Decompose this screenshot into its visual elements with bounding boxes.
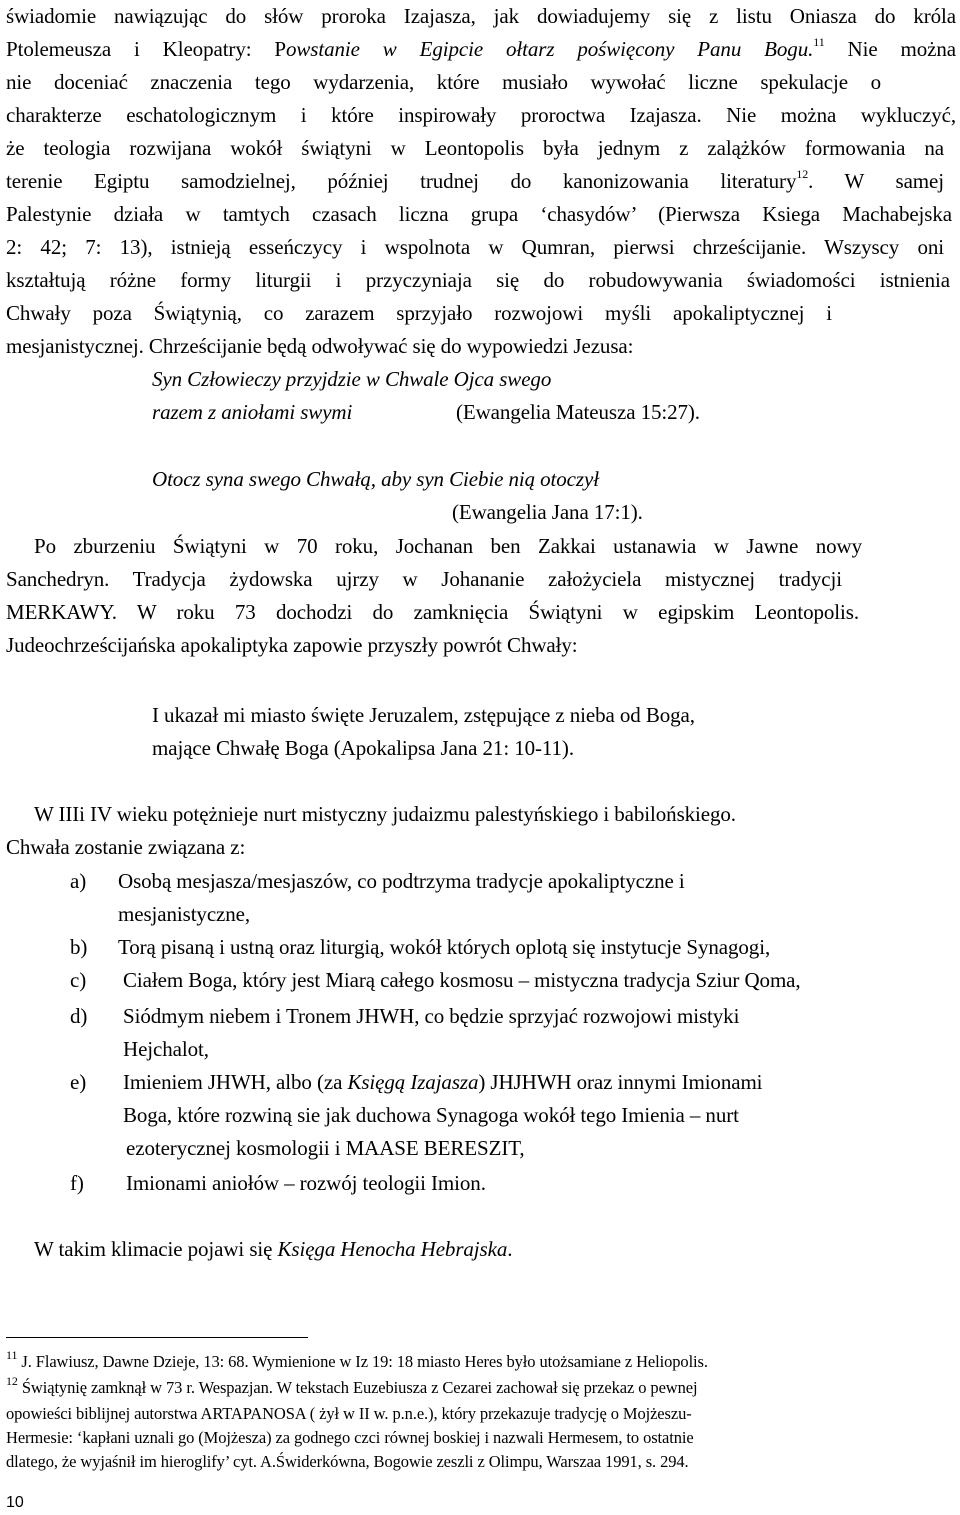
body-line: Chwały poza Świątynią, co zarazem sprzyjało rozwojowi myśli apokaliptycznej i <box>6 301 832 325</box>
list-text: Imieniem JHWH, albo (za <box>123 1070 348 1094</box>
list-item-a: Osobą mesjasza/mesjaszów, co podtrzyma tradycje apokaliptyczne i <box>118 869 685 893</box>
list-label-d: d) <box>70 1004 88 1028</box>
footnote-text: Świątynię zamknął w 73 r. Wespazjan. W tekstach Euzebiusza z Cezarei zachował się przekaz o pewnej <box>17 1378 698 1397</box>
page-number: 10 <box>6 1494 24 1511</box>
body-text: terenie Egiptu samodzielnej, później trudnej do kanonizowania literatury <box>6 169 797 193</box>
footnote-ref-12[interactable]: 12 <box>796 167 809 181</box>
list-label-b: b) <box>70 935 88 959</box>
list-label-c: c) <box>70 968 87 992</box>
footnote-separator <box>6 1337 308 1338</box>
quote-citation: (Ewangelia Mateusza 15:27). <box>456 400 700 424</box>
body-line: świadomie nawiązując do słów proroka Izajasza, jak dowiadujemy się z listu Oniasza do króla <box>6 4 956 28</box>
list-label-a: a) <box>70 869 87 893</box>
list-item-d: Siódmym niebem i Tronem JHWH, co będzie sprzyjać rozwojowi mistyki <box>123 1004 740 1028</box>
list-item-d-cont: Hejchalot, <box>123 1037 209 1061</box>
list-italic-text: Księgą Izajasza <box>347 1070 479 1094</box>
body-line <box>6 169 944 193</box>
body-line: Sanchedryn. Tradycja żydowska ujrzy w Johananie założyciela mistycznej tradycji <box>6 567 842 591</box>
body-line: że teologia rozwijana wokół świątyni w Leontopolis była jednym z zalążków formowania na <box>6 136 944 160</box>
footnote-ref-11[interactable]: 11 <box>813 35 825 49</box>
footnote-12-cont: opowieści biblijnej autorstwa ARTAPANOSA ( żył w II w. p.n.e.), który przekazuje tradycję o Mojżeszu- <box>6 1404 692 1423</box>
list-item-f: Imionami aniołów – rozwój teologii Imion. <box>126 1171 486 1195</box>
body-line: 2: 42; 7: 13), istnieją esseńczycy i wspolnota w Qumran, pierwsi chrześcijanie. Wszyscy oni <box>6 235 944 259</box>
list-item-b: Torą pisaną i ustną oraz liturgią, wokół których oplotą się instytucje Synagogi, <box>118 935 771 959</box>
quote-line: I ukazał mi miasto święte Jeruzalem, zstępujące z nieba od Boga, <box>152 703 695 727</box>
closing-line <box>34 1237 512 1261</box>
quote-text: razem z aniołami swymi <box>152 400 353 424</box>
list-item-a-cont: mesjanistyczne, <box>118 902 251 926</box>
body-line: nie doceniać znaczenia tego wydarzenia, które musiało wywołać liczne spekulacje o <box>6 70 881 94</box>
body-text: W takim klimacie pojawi się <box>34 1237 278 1261</box>
quote-citation: (Ewangelia Jana 17:1). <box>452 500 643 524</box>
body-line: Po zburzeniu Świątyni w 70 roku, Jochanan ben Zakkai ustanawia w Jawne nowy <box>34 534 862 558</box>
body-line: Chwała zostanie związana z: <box>6 835 246 859</box>
body-line: kształtują różne formy liturgii i przyczyniaja się do robudowywania świadomości istnienia <box>6 268 950 292</box>
quote-line: mające Chwałę Boga (Apokalipsa Jana 21: 10-11). <box>152 736 574 760</box>
footnote-text: J. Flawiusz, Dawne Dzieje, 13: 68. Wymienione w Iz 19: 18 miasto Heres było utożsamiane z Heliopolis. <box>17 1352 708 1371</box>
list-text: ) JHJHWH oraz innymi Imionami <box>478 1070 763 1094</box>
list-label-f: f) <box>70 1171 84 1195</box>
footnote-number: 11 <box>6 1347 18 1362</box>
body-text: . W samej <box>808 169 944 193</box>
footnote-11 <box>6 1347 708 1372</box>
quote-line: Syn Człowieczy przyjdzie w Chwale Ojca swego <box>152 367 552 391</box>
body-line <box>6 37 956 61</box>
body-line: mesjanistycznej. Chrześcijanie będą odwoływać się do wypowiedzi Jezusa: <box>6 334 634 358</box>
body-line: Palestynie działa w tamtych czasach liczna grupa ‘chasydów’ (Pierwsza Ksiega Machabejska <box>6 202 952 226</box>
body-line: charakterze eschatologicznym i które inspirowały proroctwa Izajasza. Nie można wykluczyć, <box>6 103 956 127</box>
body-italic-text: owstanie w Egipcie ołtarz poświęcony Panu Bogu. <box>285 37 814 61</box>
body-text: Nie można <box>824 37 956 61</box>
body-text: Ptolemeusza i Kleopatry: P <box>6 37 286 61</box>
footnote-12 <box>6 1373 698 1398</box>
book-title: Księga Henocha Hebrajska <box>277 1237 508 1261</box>
body-line: MERKAWY. W roku 73 dochodzi do zamknięcia Świątyni w egipskim Leontopolis. <box>6 600 859 624</box>
list-item-e-cont: Boga, które rozwiną sie jak duchowa Synagoga wokół tego Imienia – nurt <box>123 1103 739 1127</box>
quote-line: Otocz syna swego Chwałą, aby syn Ciebie nią otoczył <box>152 467 599 491</box>
body-line: Judeochrześcijańska apokaliptyka zapowie przyszły powrót Chwały: <box>6 633 578 657</box>
footnote-12-cont: Hermesie: ‘kapłani uznali go (Mojżesza) za godnego czci równej boskiej i nazwali Hermesem, to ostatnie <box>6 1428 694 1447</box>
body-line: W IIIi IV wieku potężnieje nurt mistyczny judaizmu palestyńskiego i babilońskiego. <box>34 802 736 826</box>
footnote-number: 12 <box>6 1373 18 1388</box>
list-item-e-cont: ezoterycznej kosmologii i MAASE BERESZIT, <box>126 1136 525 1160</box>
footnote-12-cont: dlatego, że wyjaśnił im hieroglify’ cyt. A.Świderkówna, Bogowie zeszli z Olimpu, Warszaa 1991, s. 294. <box>6 1452 689 1471</box>
quote-line <box>152 400 352 424</box>
list-item-e <box>123 1070 762 1094</box>
body-text: . <box>507 1237 513 1261</box>
list-label-e: e) <box>70 1070 87 1094</box>
list-item-c: Ciałem Boga, który jest Miarą całego kosmosu – mistyczna tradycja Sziur Qoma, <box>123 968 801 992</box>
